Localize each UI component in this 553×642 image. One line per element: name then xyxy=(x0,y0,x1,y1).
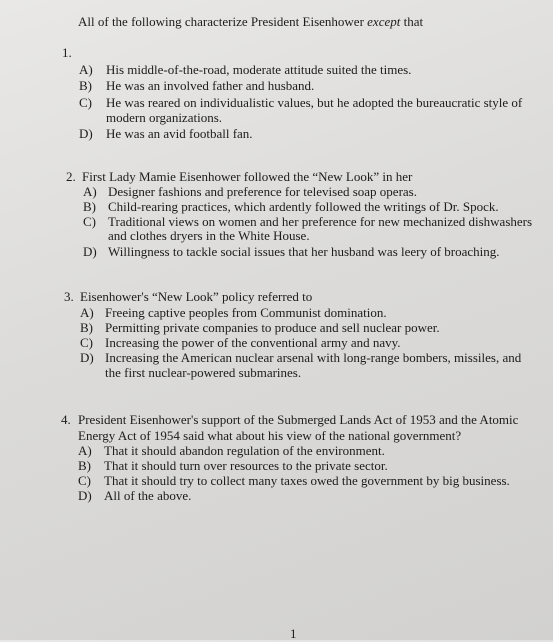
option-letter: A) xyxy=(78,443,92,458)
option-text: He was an avid football fan. xyxy=(106,126,253,141)
question-stem: First Lady Mamie Eisenhower followed the “New Look” in her xyxy=(82,169,413,184)
option-text: All of the above. xyxy=(104,488,192,503)
question-number: 3. xyxy=(64,289,74,304)
question-number: 4. xyxy=(61,412,71,427)
page-number: 1 xyxy=(290,626,297,641)
option-letter: B) xyxy=(80,320,93,335)
option-text: Increasing the American nuclear arsenal with long-range bombers, missiles, and xyxy=(105,350,522,365)
intro-text xyxy=(78,14,423,29)
option-text: Designer fashions and preference for televised soap operas. xyxy=(108,184,417,199)
option-letter: D) xyxy=(78,488,92,503)
option-text: He was reared on individualistic values, but he adopted the bureaucratic style of xyxy=(106,95,523,110)
question-stem: President Eisenhower's support of the Submerged Lands Act of 1953 and the Atomic xyxy=(78,412,519,427)
option-text: That it should abandon regulation of the environment. xyxy=(104,443,385,458)
option-text: Willingness to tackle social issues that her husband was leery of broaching. xyxy=(108,244,500,259)
option-letter: A) xyxy=(80,305,94,320)
option-letter: C) xyxy=(83,214,96,229)
option-text-continued: the first nuclear-powered submarines. xyxy=(105,365,302,380)
option-letter: D) xyxy=(83,244,97,259)
option-letter: C) xyxy=(80,335,93,350)
question-number: 2. xyxy=(66,169,76,184)
option-text: He was an involved father and husband. xyxy=(106,78,315,93)
option-letter: D) xyxy=(80,350,94,365)
option-text: That it should turn over resources to the private sector. xyxy=(104,458,388,473)
option-letter: B) xyxy=(79,78,92,93)
option-text: His middle-of-the-road, moderate attitude suited the times. xyxy=(106,62,412,77)
option-letter: A) xyxy=(79,62,93,77)
intro-prefix: All of the following characterize President Eisenhower xyxy=(78,14,368,29)
question-stem: Eisenhower's “New Look” policy referred to xyxy=(80,289,313,304)
option-text: Traditional views on women and her preference for new mechanized dishwashers xyxy=(108,214,533,229)
question-number: 1. xyxy=(62,45,72,60)
option-letter: B) xyxy=(78,458,91,473)
option-letter: C) xyxy=(79,95,92,110)
option-letter: D) xyxy=(79,126,93,141)
option-text: Increasing the power of the conventional army and navy. xyxy=(105,335,401,350)
option-letter: C) xyxy=(78,473,91,488)
option-letter: B) xyxy=(83,199,96,214)
intro-suffix: that xyxy=(400,14,424,29)
option-text: That it should try to collect many taxes owed the government by big business. xyxy=(104,473,510,488)
intro-emphasis: except xyxy=(367,14,401,29)
option-text: Child-rearing practices, which ardently followed the writings of Dr. Spock. xyxy=(108,199,499,214)
question-stem-continued: Energy Act of 1954 said what about his view of the national government? xyxy=(78,428,462,443)
option-text: Freeing captive peoples from Communist domination. xyxy=(105,305,387,320)
option-text: Permitting private companies to produce and sell nuclear power. xyxy=(105,320,440,335)
option-text-continued: and clothes dryers in the White House. xyxy=(108,228,310,243)
option-letter: A) xyxy=(83,184,97,199)
option-text-continued: modern organizations. xyxy=(106,110,223,125)
